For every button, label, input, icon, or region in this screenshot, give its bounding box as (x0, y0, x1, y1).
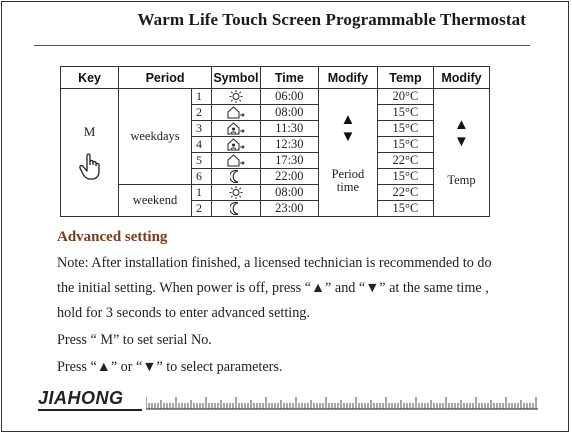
sun-icon (229, 186, 243, 199)
schedule-table (60, 66, 490, 217)
symbol-cell (212, 137, 261, 153)
period-number: 1 (191, 185, 211, 201)
symbol-cell (212, 185, 261, 201)
header-modify-temp: Modify (433, 67, 489, 89)
weekend-label: weekend (119, 185, 192, 217)
ruler-decoration (146, 396, 538, 410)
time-cell: 12:30 (260, 137, 318, 153)
brand-logo: JIAHONG (38, 388, 124, 408)
temp-modify-cell (433, 89, 489, 217)
header-symbol: Symbol (212, 67, 261, 89)
symbol-cell (212, 89, 261, 105)
header-time: Time (260, 67, 318, 89)
period-number: 1 (191, 89, 211, 105)
period-number: 4 (191, 137, 211, 153)
house-return-icon (227, 138, 245, 151)
house-leave-icon (227, 106, 245, 119)
advanced-note-line: the initial setting. When power is off, press “▲” and “▼” at the same time , (57, 280, 489, 296)
time-cell: 11:30 (260, 121, 318, 137)
time-cell: 17:30 (260, 153, 318, 169)
header-temp: Temp (377, 67, 433, 89)
temp-cell: 15°C (377, 169, 433, 185)
time-cell: 06:00 (260, 89, 318, 105)
up-arrow-icon: ▲ (340, 111, 356, 128)
advanced-note-line: Note: After installation finished, a licensed technician is recommended to do (57, 255, 492, 271)
advanced-setting-heading: Advanced setting (57, 229, 168, 245)
key-m-label: M (83, 124, 96, 139)
table-row (61, 185, 490, 201)
weekdays-label: weekdays (119, 89, 192, 185)
period-number: 2 (191, 201, 211, 217)
temp-cell: 22°C (377, 185, 433, 201)
advanced-note-line: Press “ M” to set serial No. (57, 332, 212, 348)
period-number: 3 (191, 121, 211, 137)
symbol-cell (212, 169, 261, 185)
down-arrow-icon: ▼ (340, 128, 356, 145)
symbol-cell (212, 201, 261, 217)
header-key: Key (61, 67, 119, 89)
advanced-note-line: hold for 3 seconds to enter advanced setting. (57, 305, 310, 321)
time-cell: 22:00 (260, 169, 318, 185)
house-return-icon (227, 122, 245, 135)
header-modify-time: Modify (318, 67, 377, 89)
symbol-cell (212, 121, 261, 137)
moon-icon (230, 202, 242, 215)
symbol-cell (212, 105, 261, 121)
hand-pointer-icon (78, 153, 102, 181)
header-period: Period (119, 67, 212, 89)
period-number: 2 (191, 105, 211, 121)
brand-underline (38, 409, 142, 411)
period-modify-cell (318, 89, 377, 217)
period-time-label: Period time (331, 166, 365, 194)
key-cell (61, 89, 119, 217)
period-number: 5 (191, 153, 211, 169)
time-cell: 08:00 (260, 185, 318, 201)
house-leave-icon (227, 154, 245, 167)
temp-cell: 20°C (377, 89, 433, 105)
temp-cell: 15°C (377, 121, 433, 137)
moon-icon (230, 170, 242, 183)
time-cell: 08:00 (260, 105, 318, 121)
symbol-cell (212, 153, 261, 169)
temp-cell: 15°C (377, 201, 433, 217)
temp-cell: 22°C (377, 153, 433, 169)
temp-modify-label: Temp (447, 173, 476, 187)
table-row (61, 89, 490, 105)
title-divider (34, 45, 530, 46)
advanced-note-line: Press “▲” or “▼” to select parameters. (57, 359, 283, 375)
down-arrow-icon: ▼ (454, 134, 469, 150)
temp-cell: 15°C (377, 137, 433, 153)
up-arrow-icon: ▲ (454, 117, 469, 133)
time-cell: 23:00 (260, 201, 318, 217)
sun-icon (229, 90, 243, 103)
temp-cell: 15°C (377, 105, 433, 121)
page-title: Warm Life Touch Screen Programmable Thermostat (137, 10, 526, 29)
period-number: 6 (191, 169, 211, 185)
table-header-row (61, 67, 490, 89)
